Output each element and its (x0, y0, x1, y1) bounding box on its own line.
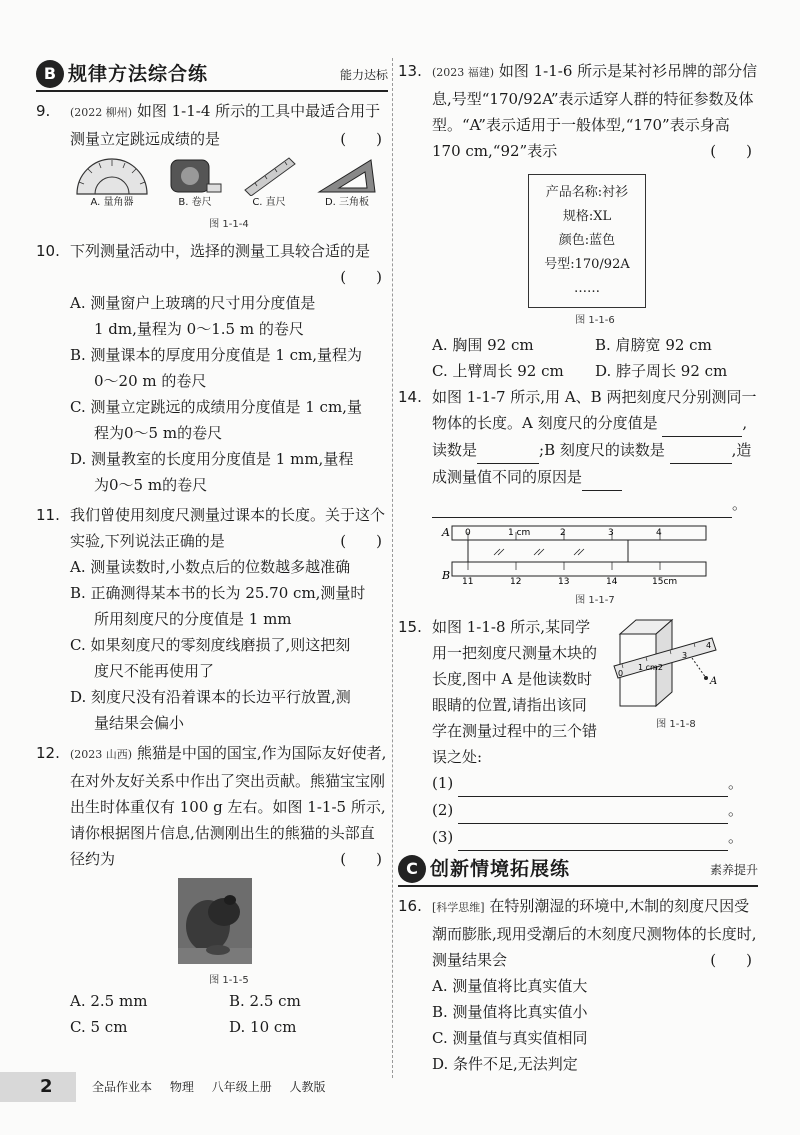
figure-caption: 图 1-1-7 (575, 595, 615, 606)
eye-icon (704, 676, 708, 680)
protractor-tool (75, 156, 149, 210)
set-square-tool (315, 156, 379, 210)
ruler-a-label: A (442, 526, 450, 539)
left-column (36, 58, 388, 1040)
section-c-badge: C (398, 855, 426, 883)
option-d: D. 10 cm (229, 1018, 297, 1036)
rulers-figure (398, 524, 758, 594)
option-c: C. 5 cm (70, 1018, 128, 1036)
question-10 (36, 238, 388, 290)
option-c-cont: 程为0～5 m的卷尺 (94, 424, 223, 442)
question-16 (398, 893, 758, 973)
question-text: 在特别潮湿的环境中,木制的刻度尺因受潮而膨胀,现用受潮后的木刻度尺测物体的长度时,测量结果会 (432, 897, 757, 969)
tool-label-d: D. 三角板 (324, 197, 370, 208)
question-text: 如图 1-1-4 所示的工具中最适合用于测量立定跳远成绩的是 (70, 102, 381, 148)
answer-blank[interactable] (582, 464, 622, 491)
answer-paren: ( ) (340, 850, 382, 868)
answer-blank[interactable] (458, 770, 728, 797)
ruler-a-tick: 0 (465, 528, 471, 538)
options-row (398, 332, 758, 358)
ruler-b-tick: 14 (606, 577, 618, 586)
answer-line-3: (3) 。 (398, 824, 758, 851)
option-d: D. 刻度尺没有沿着课本的长边平行放置,测 (70, 688, 351, 706)
answer-blank[interactable] (432, 491, 732, 518)
panda-photo (178, 878, 252, 964)
option-b-cont: 0～20 m 的卷尺 (94, 372, 207, 390)
tool-label-c: C. 直尺 (252, 197, 286, 208)
question-14 (398, 384, 758, 518)
answer-blank[interactable] (477, 437, 539, 464)
answer-paren: ( ) (710, 142, 752, 160)
option-c: C. 上臂周长 92 cm (432, 362, 564, 380)
question-text: 下列测量活动中，选择的测量工具较合适的是 (70, 242, 371, 260)
question-number: 14. (398, 388, 422, 406)
options-row (36, 988, 388, 1014)
question-number: 16. (398, 897, 422, 915)
option-d: D. 测量教室的长度用分度值是 1 mm,量程 (70, 450, 354, 468)
footer-grade: 八年级上册 (211, 1080, 272, 1094)
question-text: ,读数是 (432, 414, 748, 459)
section-b-badge: B (36, 60, 64, 88)
block-ruler-tick: 4 (706, 641, 712, 650)
options-list (398, 973, 758, 1077)
answer-blank[interactable] (458, 824, 728, 851)
block-ruler-diagram (606, 614, 726, 710)
label-line: 颜色:蓝色 (558, 233, 616, 248)
option-a: A. 2.5 mm (70, 992, 148, 1010)
question-number: 13. (398, 62, 422, 80)
option-d-cont: 为0～5 m的卷尺 (94, 476, 208, 494)
page-number: 2 (0, 1072, 76, 1102)
question-source: (2023 福建) (432, 66, 495, 79)
footer-text (92, 1074, 340, 1100)
option-c: C. 测量立定跳远的成绩用分度值是 1 cm,量 (70, 398, 362, 416)
question-11 (36, 502, 388, 554)
section-b-header (36, 58, 388, 92)
question-13 (398, 58, 758, 164)
footer-subject: 物理 (169, 1080, 194, 1094)
block-ruler-tick: 0 (618, 669, 624, 678)
option-c: C. 测量值与真实值相同 (432, 1029, 588, 1047)
tool-label-b: B. 卷尺 (178, 197, 212, 208)
option-a: A. 测量值将比真实值大 (432, 977, 588, 995)
option-b: B. 测量课本的厚度用分度值是 1 cm,量程为 (70, 346, 363, 364)
shirt-label (528, 174, 646, 308)
set-square-icon (315, 156, 379, 196)
option-d-cont: 量结果会偏小 (94, 714, 185, 732)
option-b: B. 肩膀宽 92 cm (595, 336, 712, 354)
question-number: 11. (36, 506, 60, 524)
question-9 (36, 98, 388, 152)
protractor-icon (75, 156, 149, 196)
ruler-icon (241, 156, 297, 196)
ruler-tool (241, 156, 297, 210)
block-ruler-tick: 3 (682, 651, 688, 660)
option-b: B. 测量值将比真实值小 (432, 1003, 588, 1021)
option-a: A. 测量窗户上玻璃的尺寸用分度值是 (70, 294, 316, 312)
answer-lines (398, 770, 758, 851)
section-b-title: 规律方法综合练 (68, 63, 209, 85)
question-number: 12. (36, 744, 60, 762)
label-line: …… (574, 281, 600, 296)
tools-figure (36, 156, 388, 210)
options-row (398, 358, 758, 384)
answer-blank[interactable] (662, 410, 742, 437)
answer-paren: ( ) (340, 532, 382, 550)
footer-edition: 人教版 (289, 1080, 326, 1094)
ruler-a-tick: 3 (608, 528, 614, 538)
ruler-b-tick: 13 (558, 577, 570, 586)
ruler-b-label: B (442, 569, 451, 582)
section-c-title: 创新情境拓展练 (430, 858, 571, 880)
answer-line-1: (1) 。 (398, 770, 758, 797)
block-figure (606, 614, 746, 770)
options-list (36, 554, 388, 736)
question-text: 我们曾使用刻度尺测量过课本的长度。关于这个实验,下列说法正确的是 (70, 506, 386, 550)
footer-book: 全品作业本 (92, 1080, 153, 1094)
answer-blank[interactable] (458, 797, 728, 824)
figure-caption: 图 1-1-6 (575, 315, 615, 326)
answer-paren: ( ) (710, 951, 752, 969)
block-ruler-tick: 1 cm2 (638, 663, 663, 672)
measured-object (468, 540, 628, 562)
question-text: 如图 1-1-8 所示,某同学用一把刻度尺测量木块的长度,图中 A 是他读数时眼睛的位置,请指出该同学在测量过程中的三个错误之处: (432, 618, 598, 766)
answer-paren: ( ) (340, 130, 382, 148)
option-a: A. 胸围 92 cm (432, 336, 534, 354)
section-c-tag: 素养提升 (709, 863, 758, 877)
option-c-cont: 度尺不能再使用了 (94, 662, 215, 680)
tape-measure-tool (167, 156, 223, 210)
page-footer (0, 1072, 800, 1102)
rulers-diagram (438, 524, 708, 586)
question-12 (36, 740, 388, 872)
question-source: (2022 柳州) (70, 106, 133, 119)
answer-paren: ( ) (340, 268, 382, 286)
section-b-tag: 能力达标 (339, 68, 388, 82)
label-line: 号型:170/92A (544, 257, 630, 272)
figure-caption: 图 1-1-5 (209, 975, 249, 986)
option-b: B. 2.5 cm (229, 992, 301, 1010)
option-b-cont: 所用刻度尺的分度值是 1 mm (94, 610, 292, 628)
option-c: C. 如果刻度尺的零刻度线磨损了,则这把刻 (70, 636, 351, 654)
question-number: 10. (36, 242, 60, 260)
ruler-a-tick: 2 (560, 528, 566, 538)
option-a-cont: 1 dm,量程为 0～1.5 m 的卷尺 (94, 320, 304, 338)
option-d: D. 条件不足,无法判定 (432, 1055, 578, 1073)
answer-blank[interactable] (670, 437, 732, 464)
tool-label-a: A. 量角器 (90, 197, 134, 208)
tape-measure-icon (167, 156, 223, 196)
answer-line-2: (2) 。 (398, 797, 758, 824)
figure-caption: 图 1-1-4 (209, 219, 249, 230)
question-text: 如图 1-1-6 所示是某衬衫吊牌的部分信息,号型“170/92A”表示适穿人群的特征参数及体型。“A”表示适用于一般体型,“170”表示身高 170 cm,“92”表示 (432, 62, 758, 160)
eye-position-label: A (710, 676, 718, 687)
question-source: (2023 山西) (70, 748, 133, 761)
ruler-b-tick: 12 (510, 577, 522, 586)
options-row (36, 1014, 388, 1040)
ruler-b-tick: 11 (462, 577, 474, 586)
figure-caption: 图 1-1-8 (656, 719, 696, 730)
question-number: 15. (398, 618, 422, 636)
options-list (36, 290, 388, 498)
ruler-b-tick: 15cm (652, 577, 678, 586)
ruler-a-tick: 1 cm (508, 528, 531, 538)
question-15 (398, 614, 758, 770)
option-b: B. 正确测得某本书的长为 25.70 cm,测量时 (70, 584, 366, 602)
section-c-header (398, 853, 758, 887)
sentence-end: 。 (732, 495, 748, 513)
column-divider (392, 58, 393, 1078)
question-number: 9. (36, 102, 51, 120)
option-d: D. 脖子周长 92 cm (595, 362, 728, 380)
right-column (398, 58, 758, 1077)
label-line: 产品名称:衬衫 (545, 185, 629, 200)
question-text: ,造成测量值不同的原因是 (432, 441, 752, 486)
question-text: ;B 刻度尺的读数是 (539, 441, 665, 459)
question-text: 熊猫是中国的国宝,作为国际友好使者,在对外友好关系中作出了突出贡献。熊猫宝宝刚出生时体重仅有 100 g 左右。如图 1-1-5 所示,请你根据图片信息,估测刚出生的熊猫的头部直径约为 (70, 744, 387, 868)
question-tag: [科学思维] (432, 901, 485, 914)
panda-figure (36, 878, 388, 972)
label-line: 规格:XL (562, 209, 612, 224)
option-a: A. 测量读数时,小数点后的位数越多越准确 (70, 558, 351, 576)
ruler-a-tick: 4 (656, 528, 662, 538)
question-text: 如图 1-1-7 所示,用 A、B 两把刻度尺分别测同一物体的长度。A 刻度尺的分度值是 (432, 388, 757, 432)
